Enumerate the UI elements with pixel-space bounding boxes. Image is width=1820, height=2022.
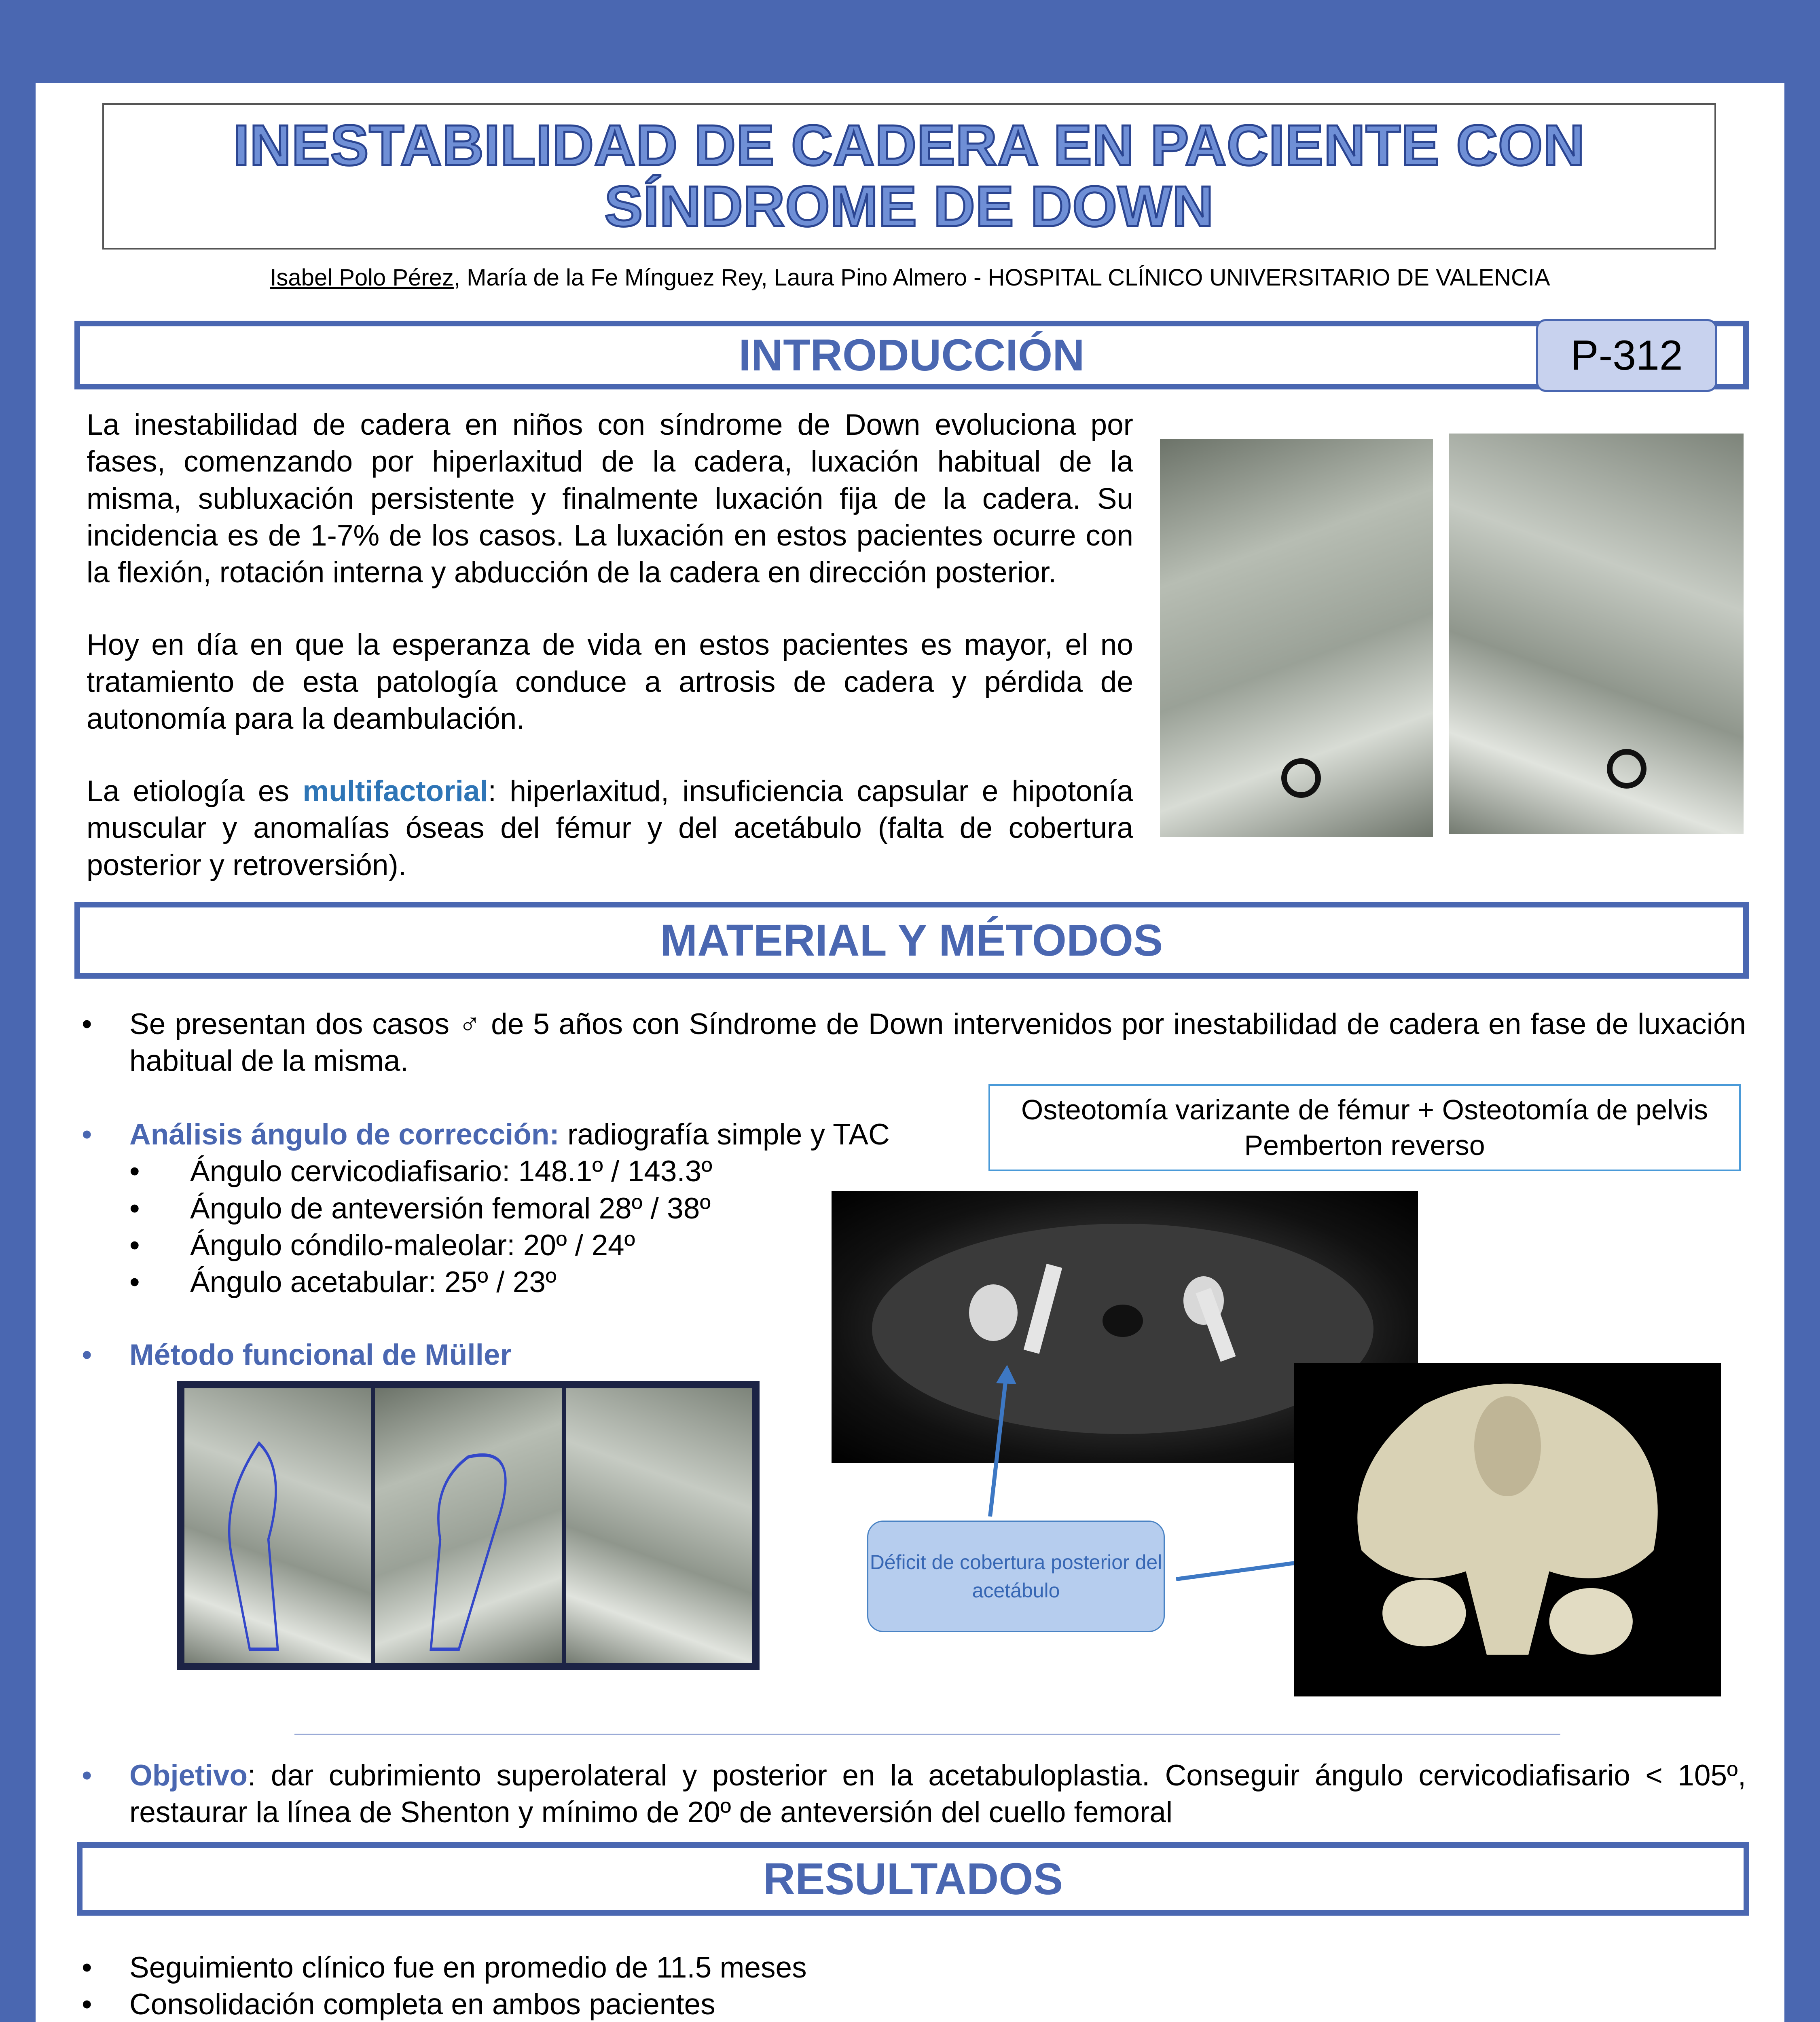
analysis-highlight: Análisis ángulo de corrección: (129, 1118, 559, 1151)
section-results-header (77, 1842, 1749, 1916)
analysis-post: radiografía simple y TAC (559, 1118, 890, 1151)
objective-highlight: Objetivo (129, 1759, 248, 1792)
first-author: Isabel Polo Pérez (270, 264, 454, 291)
arrow-head (996, 1365, 1016, 1384)
surgery-callout-text: Osteotomía varizante de fémur + Osteotomía de pelvis Pemberton reverso (1021, 1094, 1708, 1161)
male-symbol: ♂ (458, 1008, 482, 1041)
multifactorial-highlight: multifactorial (303, 775, 488, 808)
pelvis-3d-shape (1294, 1363, 1721, 1696)
intro-p3-pre: La etiología es (87, 775, 303, 808)
pelvis-3d-reconstruction (1294, 1363, 1721, 1696)
arrow-to-ct (990, 1375, 1006, 1516)
section-intro-title: INTRODUCCIÓN (739, 330, 1085, 380)
poster-title: INESTABILIDAD DE CADERA EN PACIENTE CON SÍNDROME DE DOWN (233, 113, 1585, 239)
section-results-title: RESULTADOS (763, 1854, 1063, 1904)
angle-item: • Ángulo cóndilo-maleolar: 20º / 24º (129, 1227, 1008, 1264)
deficit-note-text: Déficit de cobertura posterior del acetábulo (870, 1551, 1162, 1602)
angle-item: • Ángulo de anteversión femoral 28º / 38º (129, 1190, 1008, 1227)
intro-paragraph-1: La inestabilidad de cadera en niños con síndrome de Down evoluciona por fases, comenzando por hiperlaxitud de la cadera, luxación habitual de la misma, subluxación persistente y finalmente luxación fija de la cadera. Su incidencia es de 1-7% de los casos. La luxación en estos pacientes ocurre con la flexión, rotación interna y abducción de la cadera en dirección posterior. (87, 408, 1133, 589)
objective-item (78, 1757, 1746, 1831)
angle-item: • Ángulo cervicodiafisario: 148.1º / 143.3º (129, 1153, 1008, 1190)
case-pre: Se presentan dos casos (129, 1008, 459, 1041)
muller-title: Método funcional de Müller (129, 1339, 512, 1371)
other-authors: , María de la Fe Mínguez Rey, Laura Pino Almero - HOSPITAL CLÍNICO UNIVERSITARIO DE VALENCIA (453, 264, 1550, 291)
objective-post: : dar cubrimiento superolateral y posterior en la acetabuloplastia. Conseguir ángulo cervicodiafisario < 105º, restaurar la línea de Shenton y mínimo de 20º de anteversión del cuello femoral (129, 1759, 1746, 1829)
case-post: de 5 años con Síndrome de Down intervenidos por inestabilidad de cadera en fase de luxación habitual de la misma. (129, 1008, 1746, 1078)
intro-paragraph-2: Hoy en día en que la esperanza de vida en estos pacientes es mayor, el no tratamiento de esta patología conduce a artrosis de cadera y pérdida de autonomía para la deambulación. (87, 628, 1133, 735)
angle-item: • Ángulo acetabular: 25º / 23º (129, 1264, 1008, 1301)
objective-text (78, 1757, 1746, 1831)
intro-p3-post: : hiperlaxitud, insuficiencia capsular e hipotonía muscular y anomalías óseas del fémur y del acetábulo (falta de cobertura posterior y retroversión). (87, 775, 1133, 882)
divider (294, 1734, 1560, 1735)
result-item: • Consolidación completa en ambos pacientes (78, 1986, 1746, 2022)
poster (36, 83, 1784, 2022)
result-item: • Seguimiento clínico fue en promedio de 11.5 meses (78, 1949, 1746, 1986)
results-list (78, 1949, 1746, 2022)
section-methods-title: MATERIAL Y MÉTODOS (660, 915, 1163, 965)
poster-id-label: P-312 (1570, 332, 1683, 379)
